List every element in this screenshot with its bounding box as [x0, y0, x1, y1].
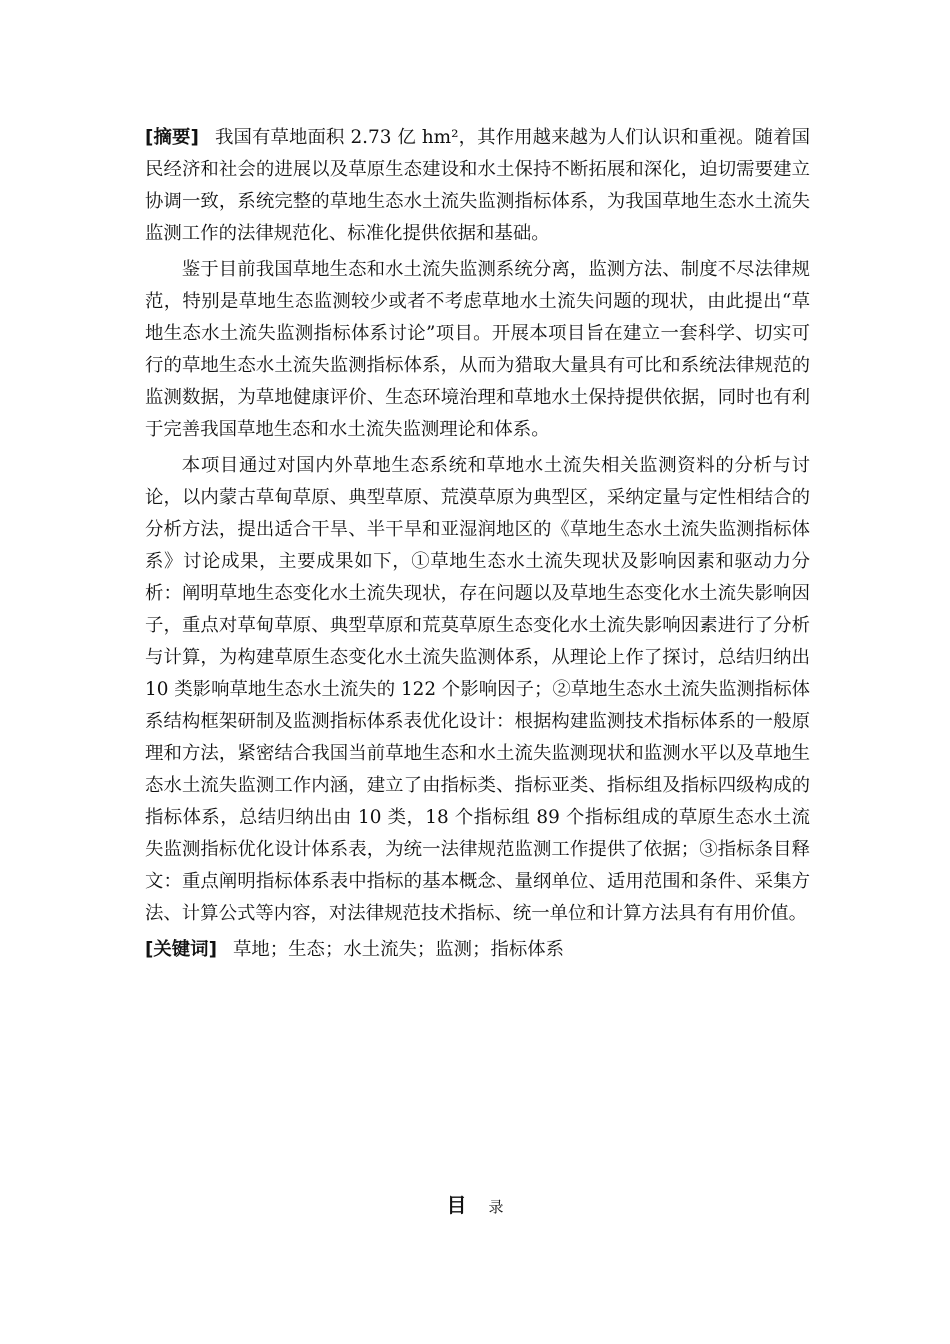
abstract-paragraph — [145, 122, 810, 250]
toc-heading — [0, 1190, 950, 1222]
body-paragraph-1: 鉴于目前我国草地生态和水土流失监测系统分离，监测方法、制度不尽法律规范，特别是草地生态监测较少或者不考虑草地水土流失问题的现状，由此提出“草地生态水土流失监测指标体系讨论”项目。开展本项目旨在建立一套科学、切实可行的草地生态水土流失监测指标体系，从而为猎取大量具有可比和系统法律规范的监测数据，为草地健康评价、生态环境治理和草地水土保持提供依据，同时也有利于完善我国草地生态和水土流失监测理论和体系。 — [145, 259, 810, 440]
keywords-label: [关键词] — [145, 939, 217, 960]
toc-heading-char-1: 目 — [446, 1193, 467, 1217]
toc-heading-char-2: 录 — [488, 1198, 504, 1216]
abstract-text: 我国有草地面积 2.73 亿 hm²，其作用越来越为人们认识和重视。随着国民经济和社会的进展以及草原生态建设和水土保持不断拓展和深化，迫切需要建立协调一致，系统完整的草地生态水土流失监测指标体系，为我国草地生态水土流失监测工作的法律规范化、标准化提供依据和基础。 — [145, 127, 810, 244]
abstract-label: [摘要] — [145, 127, 199, 148]
abstract-section — [145, 122, 810, 970]
keywords-text: 草地；生态；水土流失；监测；指标体系 — [232, 939, 565, 960]
keywords-line — [145, 934, 810, 966]
body-paragraph-2: 本项目通过对国内外草地生态系统和草地水土流失相关监测资料的分析与讨论，以内蒙古草甸草原、典型草原、荒漠草原为典型区，采纳定量与定性相结合的分析方法，提出适合干旱、半干旱和亚湿润地区的《草地生态水土流失监测指标体系》讨论成果，主要成果如下，①草地生态水土流失现状及影响因素和驱动力分析：阐明草地生态变化水土流失现状，存在问题以及草地生态变化水土流失影响因子，重点对草甸草原、典型草原和荒莫草原生态变化水土流失影响因素进行了分析与计算，为构建草原生态变化水土流失监测体系，从理论上作了探讨，总结归纳出 10 类影响草地生态水土流失的 122 个影响因子；②草地生态水土流失监测指标体系结构框架研制及监测指标体系表优化设计：根据构建监测技术指标体系的一般原理和方法，紧密结合我国当前草地生态和水土流失监测现状和监测水平以及草地生态水土流失监测工作内涵，建立了由指标类、指标亚类、指标组及指标四级构成的指标体系，总结归纳出由 10 类，18 个指标组 89 个指标组成的草原生态水土流失监测指标优化设计体系表，为统一法律规范监测工作提供了依据；③指标条目释文：重点阐明指标体系表中指标的基本概念、量纲单位、适用范围和条件、采集方法、计算公式等内容，对法律规范技术指标、统一单位和计算方法具有有用价值。 — [145, 455, 810, 924]
